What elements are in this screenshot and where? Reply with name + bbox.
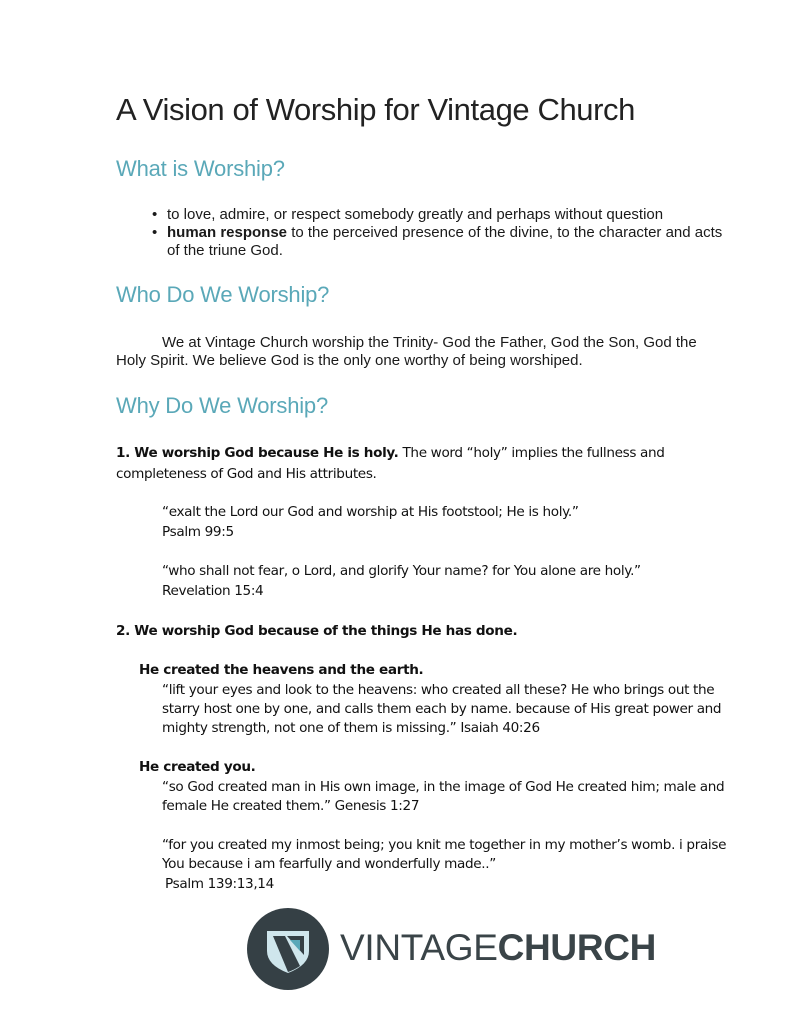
- logo-text-vintage: VINTAGE: [340, 927, 498, 968]
- definition-list: [152, 206, 732, 260]
- quote-revelation-15: “who shall not fear, o Lord, and glorify Your name? for You alone are holy.”: [162, 563, 641, 579]
- sub-heading-created-you-text: He created you.: [139, 759, 256, 775]
- sub-heading-created-you: [139, 758, 255, 778]
- heading-why-do-we-worship: Why Do We Worship?: [116, 393, 328, 418]
- sub-heading-heavens: [139, 661, 423, 681]
- heading-who-do-we-worship: Who Do We Worship?: [116, 282, 330, 307]
- point-2-heading: [116, 622, 517, 642]
- point-1-text: The word “holy” implies the fullness and: [398, 445, 665, 461]
- psalm-139-line-1: “for you created my inmost being; you knit me together in my mother’s womb. i praise: [162, 837, 727, 853]
- ref-psalm-139: Psalm 139:13,14: [165, 876, 274, 892]
- ref-psalm-99: Psalm 99:5: [162, 524, 234, 540]
- vintage-church-logo: [246, 907, 657, 991]
- isaiah-line-3: mighty strength, not one of them is missing.” Isaiah 40:26: [162, 720, 540, 736]
- page-title: A Vision of Worship for Vintage Church: [116, 92, 635, 127]
- logo-wordmark: [340, 923, 656, 973]
- genesis-line-2: female He created them.” Genesis 1:27: [162, 798, 420, 814]
- definition-1: to love, admire, or respect somebody greatly and perhaps without question: [167, 206, 664, 223]
- ref-revelation-15: Revelation 15:4: [162, 583, 264, 599]
- point-1-heading: 1. We worship God because He is holy.: [116, 445, 399, 461]
- quote-psalm-99: “exalt the Lord our God and worship at His footstool; He is holy.”: [162, 504, 579, 520]
- list-item: [152, 206, 732, 224]
- list-item: [152, 224, 732, 260]
- point-1-line-1: [116, 444, 665, 464]
- definition-2-text: to the perceived presence of the divine, to the character and acts of the triune God.: [167, 224, 723, 259]
- psalm-139-line-2: You because i am fearfully and wonderfully made..”: [162, 856, 496, 872]
- genesis-line-1: “so God created man in His own image, in the image of God He created him; male and: [162, 779, 725, 795]
- heading-what-is-worship: What is Worship?: [116, 156, 285, 181]
- isaiah-line-1: “lift your eyes and look to the heavens: who created all these? He who brings out the: [162, 682, 715, 698]
- who-paragraph: We at Vintage Church worship the Trinity- God the Father, God the Son, God the Holy Spirit. We believe God is the only one worthy of being worshiped.: [116, 334, 697, 369]
- vintage-church-shield-icon: [246, 907, 330, 991]
- point-1-line-2: completeness of God and His attributes.: [116, 466, 377, 482]
- sub-heading-heavens-text: He created the heavens and the earth.: [139, 662, 424, 678]
- point-2-heading-text: 2. We worship God because of the things He has done.: [116, 623, 518, 639]
- isaiah-line-2: starry host one by one, and calls them each by name. because of His great power and: [162, 701, 722, 717]
- logo-text-church: CHURCH: [497, 927, 657, 968]
- definition-2-bold: human response: [167, 224, 288, 241]
